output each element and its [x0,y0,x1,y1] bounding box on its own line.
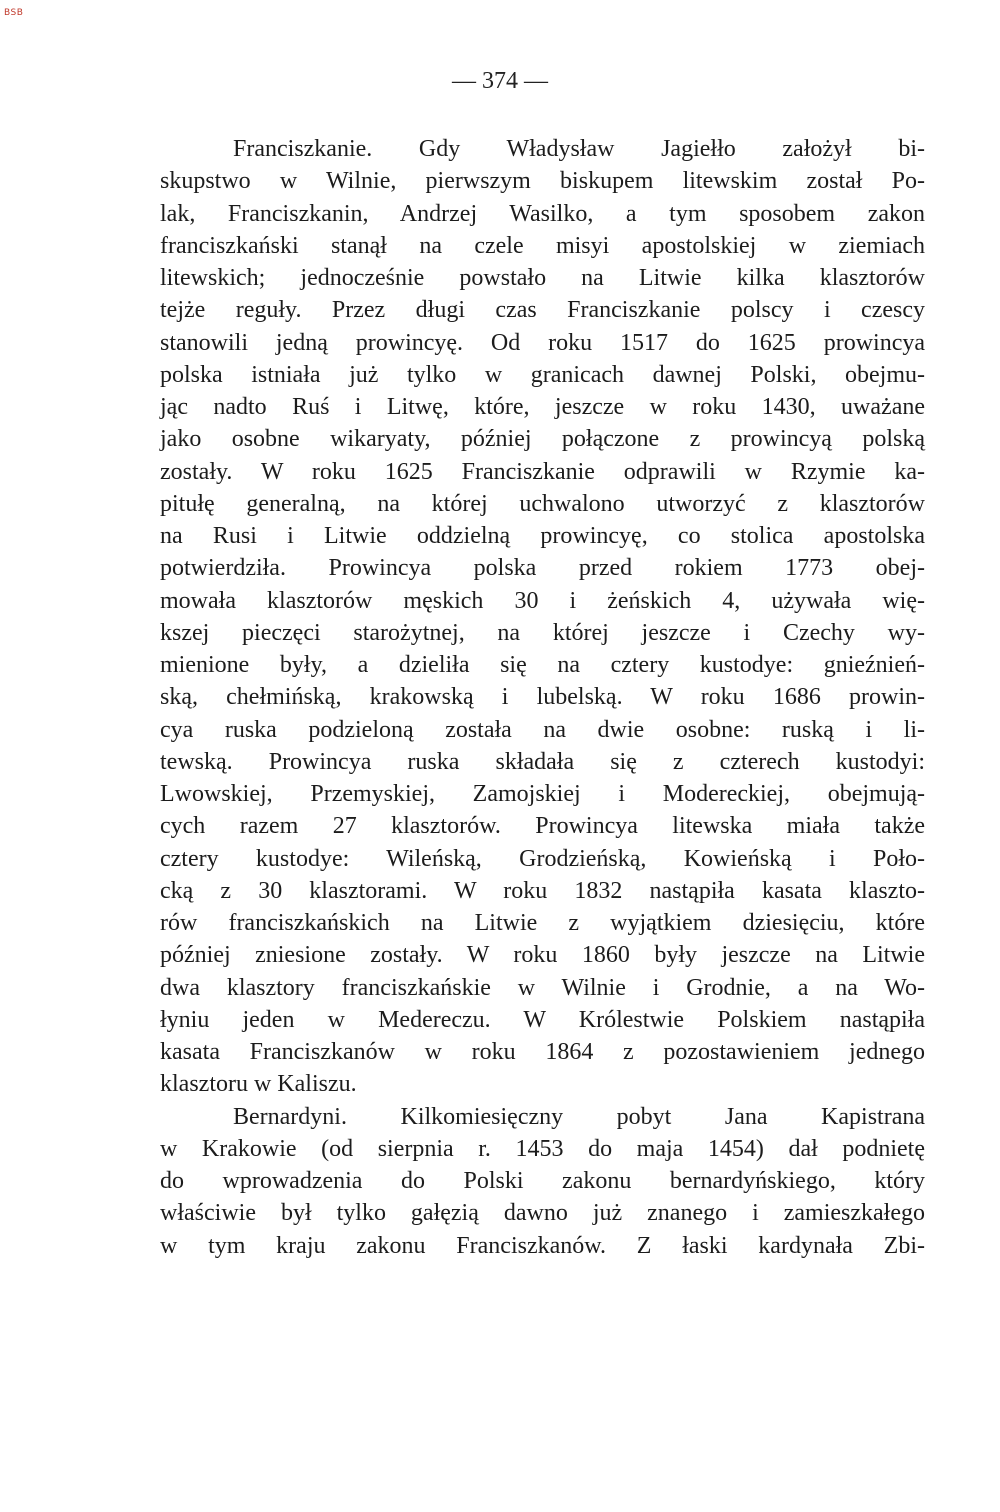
text-line: Bernardyni. Kilkomiesięczny pobyt Jana Kapistrana [233,1103,925,1130]
text-line: rów franciszkańskich na Litwie z wyjątkiem dziesięciu, które [160,910,925,936]
text-line: jako osobne wikaryaty, później połączone z prowincyą polską [160,426,925,453]
text-line: kasata Franciszkanów w roku 1864 z pozostawieniem jednego [160,1039,925,1065]
text-line: ską, chełmińską, krakowską i lubelską. W roku 1686 prowin- [160,684,925,711]
text-line: w tym kraju zakonu Franciszkanów. Z łaski kardynała Zbi- [160,1232,925,1259]
text-line: na Rusi i Litwie oddzielną prowincyę, co stolica apostolska [160,523,925,549]
text-line: Franciszkanie. Gdy Władysław Jagiełło założył bi- [233,136,925,162]
library-stamp: BSB [4,8,24,18]
text-line: lak, Franciszkanin, Andrzej Wasilko, a tym sposobem zakon [160,200,925,227]
text-line: stanowili jedną prowincyę. Od roku 1517 do 1625 prowincya [160,329,925,356]
text-line: jąc nadto Ruś i Litwę, które, jeszcze w roku 1430, uważane [160,394,925,420]
text-line: dwa klasztory franciszkańskie w Wilnie i Grodnie, a na Wo- [160,974,925,1001]
text-line: potwierdziła. Prowincya polska przed rokiem 1773 obej- [160,555,925,582]
text-line: później zniesione zostały. W roku 1860 były jeszcze na Litwie [160,942,925,969]
text-line: cych razem 27 klasztorów. Prowincya litewska miała także [160,813,925,840]
text-line: zostały. W roku 1625 Franciszkanie odprawili w Rzymie ka- [160,458,925,485]
text-line: łyniu jeden w Medereczu. W Królestwie Polskiem nastąpiła [160,1006,925,1033]
text-line: litewskich; jednocześnie powstało na Litwie kilka klasztorów [160,265,925,291]
page-number: — 374 — [452,68,548,94]
text-line: klasztoru w Kaliszu. [160,1071,357,1098]
text-line: właściwie był tylko gałęzią dawno już znanego i zamieszkałego [160,1200,925,1227]
body-text [160,133,925,1262]
text-line: tejże reguły. Przez długi czas Franciszkanie polscy i czescy [160,297,925,324]
text-line: cztery kustodye: Wileńską, Grodzieńską, Kowieńską i Poło- [160,845,925,872]
text-line: mowała klasztorów męskich 30 i żeńskich 4, używała wię- [160,587,925,614]
text-line: do wprowadzenia do Polski zakonu bernardyńskiego, który [160,1168,925,1194]
text-line: polska istniała już tylko w granicach dawnej Polski, obejmu- [160,361,925,388]
text-line: tewską. Prowincya ruska składała się z czterech kustodyi: [160,748,925,775]
text-line: Lwowskiej, Przemyskiej, Zamojskiej i Modereckiej, obejmują- [160,781,925,807]
text-line: franciszkański stanął na czele misyi apostolskiej w ziemiach [160,232,925,259]
text-line: mienione były, a dzieliła się na cztery kustodye: gnieźnień- [160,652,925,678]
text-line: pitułę generalną, na której uchwalono utworzyć z klasztorów [160,490,925,517]
text-line: cya ruska podzieloną została na dwie osobne: ruską i li- [160,716,925,743]
text-line: cką z 30 klasztorami. W roku 1832 nastąpiła kasata klaszto- [160,877,925,904]
text-line: skupstwo w Wilnie, pierwszym biskupem litewskim został Po- [160,168,925,195]
text-line: kszej pieczęci starożytnej, na której jeszcze i Czechy wy- [160,619,925,646]
text-line: w Krakowie (od sierpnia r. 1453 do maja 1454) dał podnietę [160,1135,925,1162]
